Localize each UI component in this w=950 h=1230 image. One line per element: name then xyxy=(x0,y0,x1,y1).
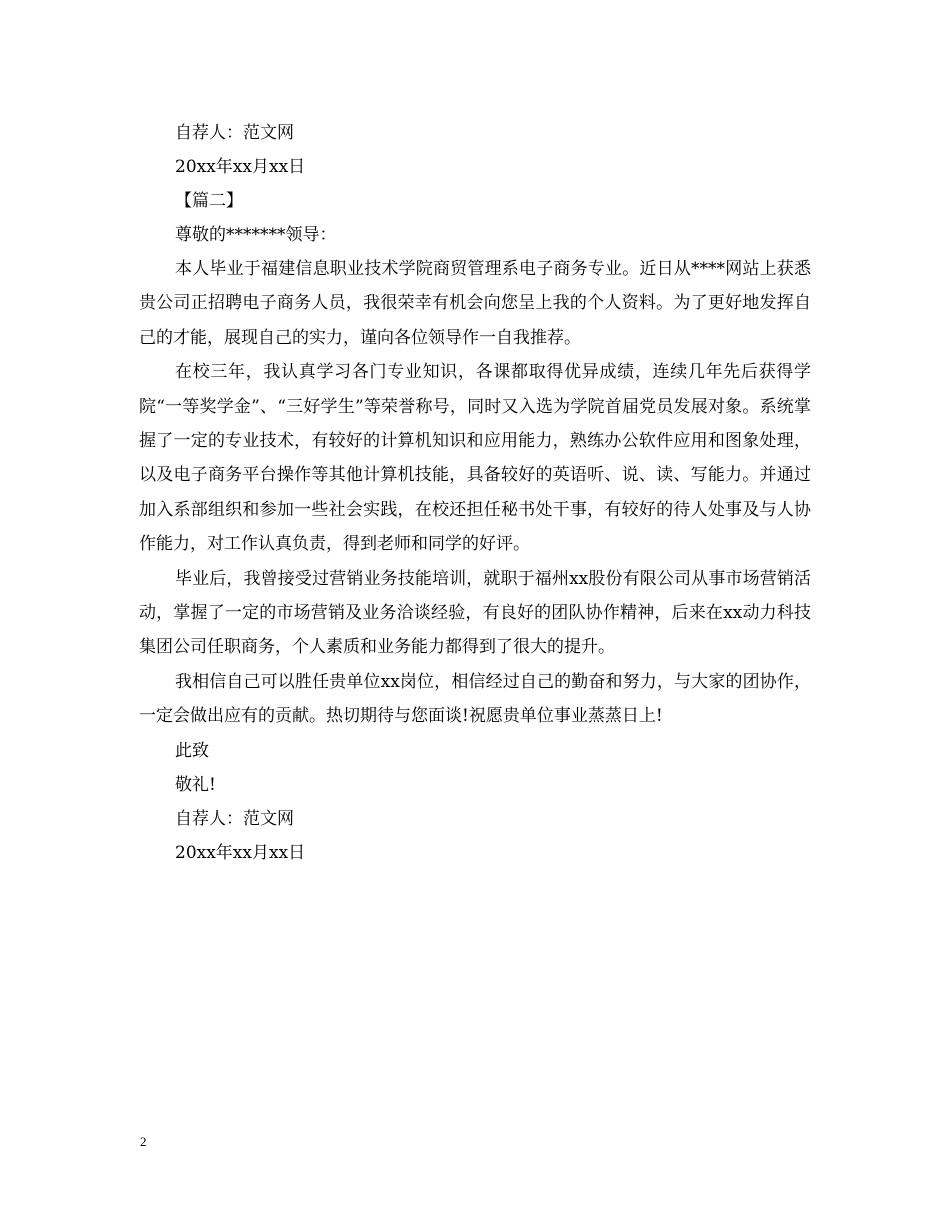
closing-line-1: 此致 xyxy=(175,740,209,761)
section-heading: 【篇二】 xyxy=(175,191,243,211)
date-bottom: 20xx年xx月xx日 xyxy=(175,842,306,863)
paragraph-2: 在校三年，我认真学习各门专业知识，各课都取得优异成绩，连续几年先后获得学院“一等奖学金”、“三好学生”等荣誉称号，同时又入选为学院首届党员发展对象。系统掌握了一定的专业技术，有较好的计算机知识和应用能力，熟练办公软件应用和图象处理，以及电子商务平台操作等其他计算机技能，具备较好的英语听、说、读、写能力。并通过加入系部组织和参加一些社会实践，在校还担任秘书处干事，有较好的待人处事及与人协作能力，对工作认真负责，得到老师和同学的好评。 xyxy=(139,362,811,555)
date-top: 20xx年xx月xx日 xyxy=(175,157,306,177)
page-number: 2 xyxy=(140,1134,147,1149)
closing-line-2: 敬礼! xyxy=(175,774,216,795)
signature-bottom: 自荐人：范文网 xyxy=(175,808,294,829)
paragraph-3: 毕业后，我曾接受过营销业务技能培训，就职于福州xx股份有限公司从事市场营销活动，掌握了一定的市场营销及业务洽谈经验，有良好的团队协作精神，后来在xx动力科技集团公司任职商务，个人素质和业务能力都得到了很大的提升。 xyxy=(139,568,811,658)
paragraph-4: 我相信自己可以胜任贵单位xx岗位，相信经过自己的勤奋和努力，与大家的团协作，一定会做出应有的贡献。热切期待与您面谈!祝愿贵单位事业蒸蒸日上! xyxy=(139,671,811,727)
signature-top: 自荐人：范文网 xyxy=(175,123,294,143)
letter-body xyxy=(139,116,811,870)
paragraph-1: 本人毕业于福建信息职业技术学院商贸管理系电子商务专业。近日从****网站上获悉贵公司正招聘电子商务人员，我很荣幸有机会向您呈上我的个人资料。为了更好地发挥自己的才能，展现自己的实力，谨向各位领导作一自我推荐。 xyxy=(139,259,811,348)
salutation: 尊敬的*******领导： xyxy=(175,225,337,245)
